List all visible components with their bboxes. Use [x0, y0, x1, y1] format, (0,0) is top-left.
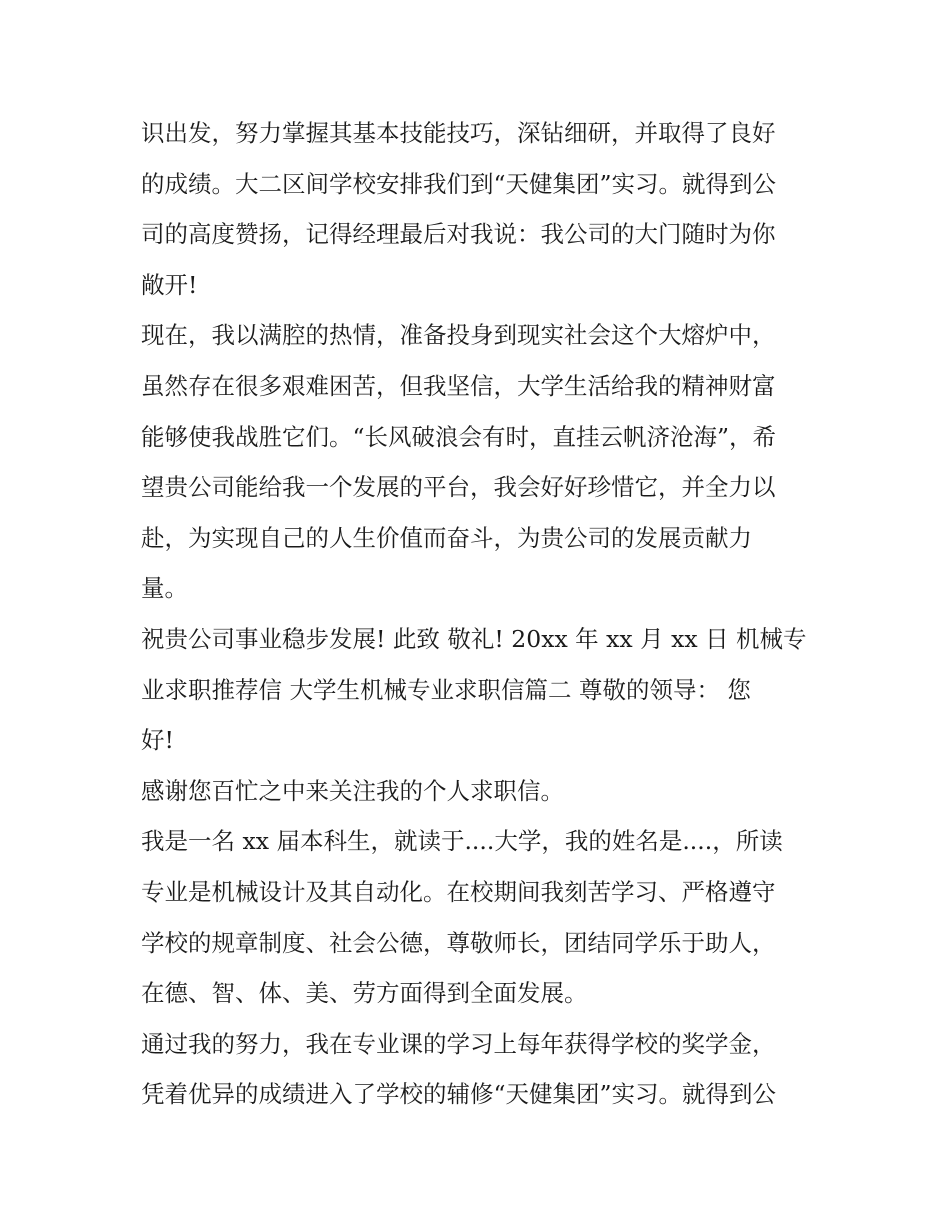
- text-line: 通过我的努力，我在专业课的学习上每年获得学校的奖学金，: [141, 1029, 776, 1058]
- text-line: 我是一名 xx 届本科生，就读于....大学，我的姓名是....，所读: [141, 827, 783, 856]
- text-line: 的成绩。大二区间学校安排我们到“天健集团”实习。就得到公: [141, 169, 777, 198]
- text-line: 量。: [141, 574, 188, 603]
- text-line: 业求职推荐信 大学生机械专业求职信篇二 尊敬的领导： 您: [141, 675, 751, 704]
- text-line: 识出发，努力掌握其基本技能技巧，深钻细研，并取得了良好: [141, 119, 776, 147]
- text-line: 现在，我以满腔的热情，准备投身到现实社会这个大熔炉中，: [141, 321, 776, 350]
- text-line: 专业是机械设计及其自动化。在校期间我刻苦学习、严格遵守: [141, 877, 776, 906]
- document-body: [141, 108, 821, 1120]
- text-line: 凭着优异的成绩进入了学校的辅修“天健集团”实习。就得到公: [141, 1080, 777, 1109]
- text-line: 望贵公司能给我一个发展的平台，我会好好珍惜它，并全力以: [141, 473, 776, 502]
- text-line: 感谢您百忙之中来关注我的个人求职信。: [141, 776, 564, 805]
- text-line: 在德、智、体、美、劳方面得到全面发展。: [141, 979, 588, 1008]
- text-line: 敞开!: [141, 270, 198, 299]
- text-line: 能够使我战胜它们。“长风破浪会有时，直挂云帆济沧海”，希: [141, 422, 777, 451]
- text-line: 好!: [141, 726, 174, 755]
- text-line: 虽然存在很多艰难困苦，但我坚信，大学生活给我的精神财富: [141, 371, 776, 400]
- text-line: 司的高度赞扬，记得经理最后对我说：我公司的大门随时为你: [141, 220, 776, 249]
- text-line: 赴，为实现自己的人生价值而奋斗，为贵公司的发展贡献力: [141, 523, 752, 552]
- text-line: 学校的规章制度、社会公德，尊敬师长，团结同学乐于助人，: [141, 928, 776, 957]
- text-line: 祝贵公司事业稳步发展! 此致 敬礼! 20xx 年 xx 月 xx 日 机械专: [141, 624, 807, 653]
